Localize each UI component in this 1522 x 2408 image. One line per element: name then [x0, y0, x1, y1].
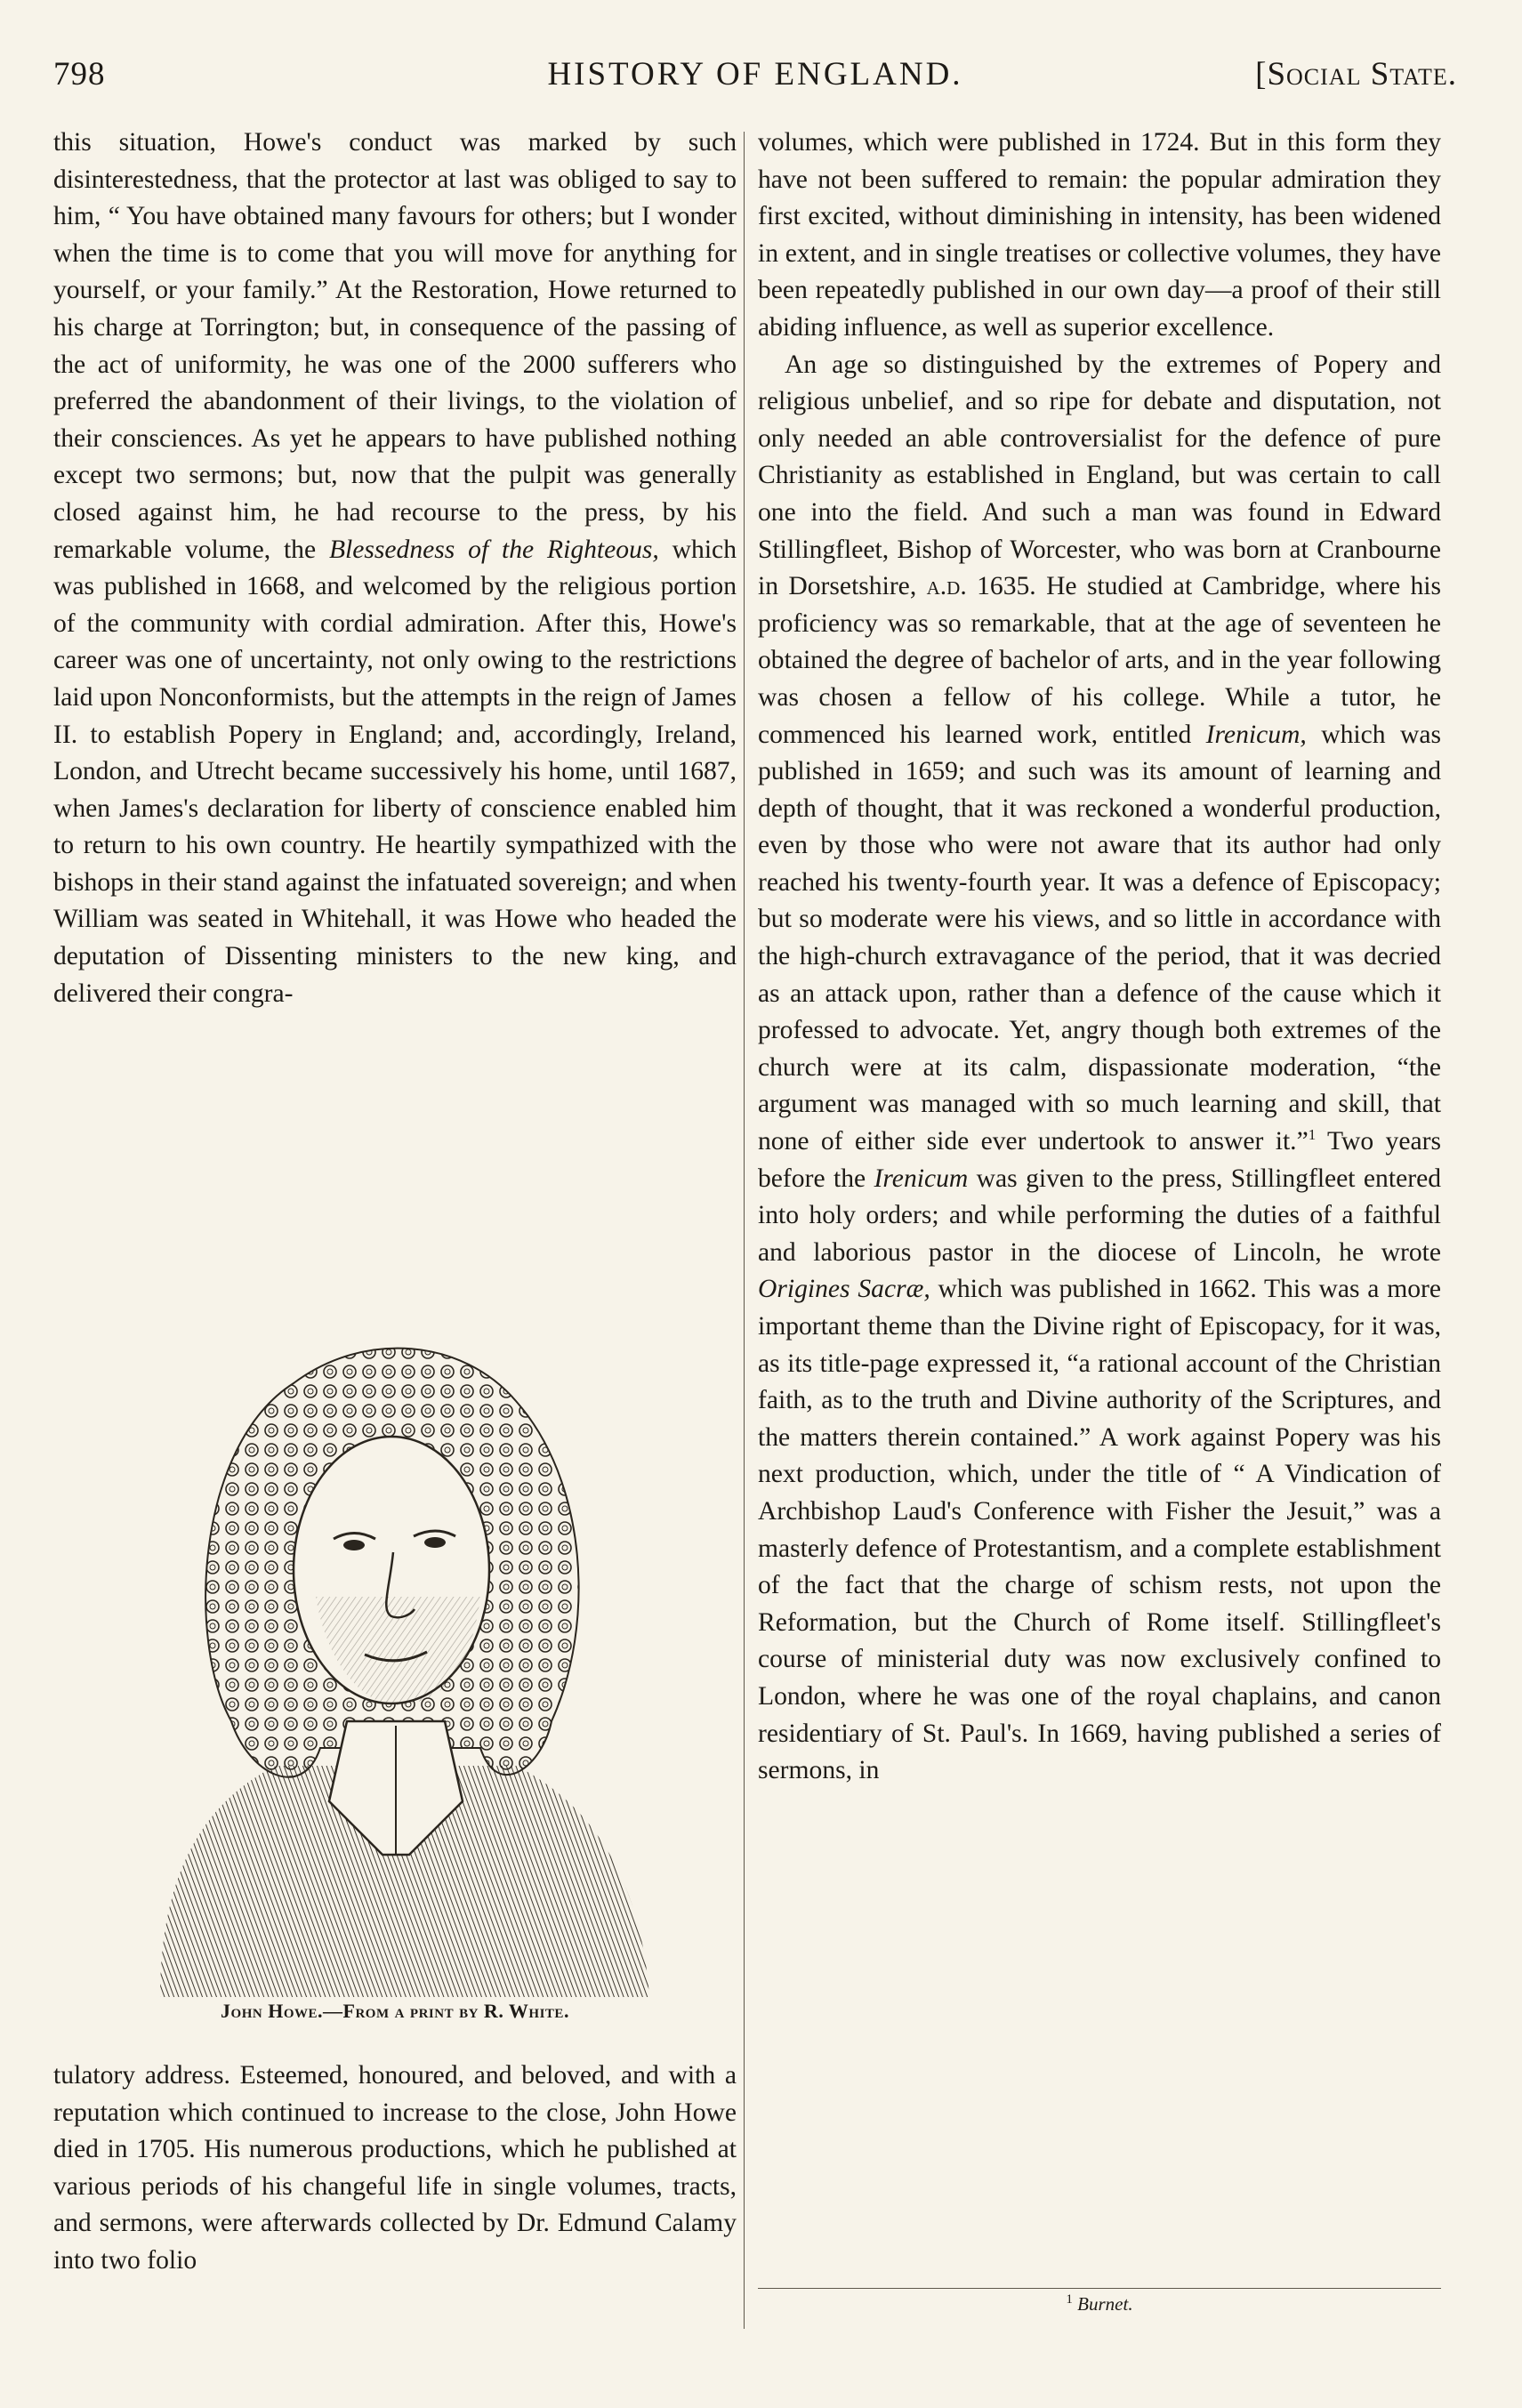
portrait-engraving — [125, 1303, 667, 1997]
text-run: 1635. He studied at Cambridge, where his proficiency was so remarkable, that at the age of seventeen he obtained the degree of bachelor of arts, and in the year following was chosen a fellow of his college. While a tutor, he commenced his learned work, entitled — [758, 572, 1442, 749]
book-title-italic: Irenicum, — [1205, 720, 1307, 749]
text-run: An age so distinguished by the extremes of Popery and religious unbelief, and so ripe for debate and disputation, not only needed an able controversialist for the defence of pure Christianity as established in England, but was certain to call one into the field. And such a man was found in Edward Stillingfleet, Bishop of Worcester, who was born at Cranbourne in Dorsetshire, — [758, 350, 1441, 601]
footnote — [758, 2293, 1441, 2315]
column-divider — [744, 132, 745, 2329]
paragraph: tulatory address. Esteemed, honoured, and beloved, and with a reputation which continued to increase to the close, John Howe died in 1705. His numerous productions, which he published at various periods of his changeful life in single volumes, tracts, and sermons, were afterwards collected by Dr. Edmund Calamy into two folio — [53, 2061, 737, 2275]
era-abbreviation: a.d. — [926, 572, 967, 601]
text-run: which was published in 1668, and welcomed by the religious portion of the community with cordial admiration. After this, Howe's career was one of uncertainty, not only owing to the restrictions laid upon Nonconformists, but the attempts in the reign of James II. to establish Popery in England; and, accordingly, Ireland, London, and Utrecht became successively his home, until 1687, when James's declaration for liberty of conscience enabled him to return to his own country. He heartily sympathized with the bishops in their stand against the infatuated sovereign; and when William was seated in Whitehall, it was Howe who headed the deputation of Dissenting ministers to the new king, and delivered their congra- — [53, 535, 737, 1008]
paragraph — [758, 347, 1441, 1790]
section-title: [Social State. — [1255, 56, 1457, 93]
book-title-italic: Irenicum — [874, 1164, 969, 1193]
book-title: HISTORY OF ENGLAND. — [547, 56, 963, 93]
footnote-text: Burnet. — [1077, 2293, 1133, 2315]
text-run: which was published in 1662. This was a more important theme than the Divine right of Episcopacy, for it was, as its title-page expressed it, “a rational account of the Christian faith, as to the truth and Divine authority of the Scriptures, and the matters therein contained.” A work against Popery was his next production, which, under the title of “ A Vindication of Archbishop Laud's Conference with Fisher the Jesuit,” was a masterly defence of Protestantism, and a complete establishment of the fact that the charge of schism rests, not upon the Reformation, but the Church of Rome itself. Stillingfleet's course of ministerial duty was now exclusively confined to London, where he was one of the royal chaplains, and canon residentiary of St. Paul's. In 1669, having published a series of sermons, in — [758, 1275, 1441, 1785]
footnote-mark: 1 — [1066, 2292, 1073, 2307]
book-title-italic: Blessedness of the Righteous, — [328, 535, 659, 564]
paragraph — [53, 125, 737, 1012]
text-run: Two years before the — [758, 1127, 1441, 1193]
book-title-italic: Origines Sacræ, — [758, 1275, 930, 1304]
paragraph: volumes, which were published in 1724. But in this form they have not been suffered to remain: the popular admiration they first excited, without diminishing in intensity, has been widened in extent, and in single treatises or collective volumes, they have been repeatedly published in our own day—a proof of their still abiding influence, as well as superior excellence. — [758, 128, 1441, 342]
text-run: was given to the press, Stillingfleet entered into holy orders; and while performing the duties of a faithful and laborious pastor in the diocese of Lincoln, he wrote — [758, 1164, 1442, 1267]
footnote-reference: 1 — [1308, 1126, 1317, 1144]
left-column — [53, 125, 737, 1012]
text-run: this situation, Howe's conduct was marked by such disinterestedness, that the protector at last was obliged to say to him, “ You have obtained many favours for others; but I wonder when the time is to come that you will move for anything for yourself, or your family.” At the Restoration, Howe returned to his charge at Torrington; but, in consequence of the passing of the act of uniformity, he was one of the 2000 sufferers who preferred the abandonment of their livings, to the violation of their consciences. As yet he appears to have published nothing except two sermons; but, now that the pulpit was generally closed against him, he had recourse to the press, by his remarkable volume, the — [53, 128, 737, 564]
text-run: which was published in 1659; and such was its amount of learning and depth of thought, that it was reckoned a wonderful production, even by those who were not aware that its author had only reached his twenty-fourth year. It was a defence of Episcopacy; but so moderate were his views, and so little in accordance with the high-church extravagance of the period, that it was decried as an attack upon, rather than a defence of the cause which it professed to advocate. Yet, angry though both extremes of the church were at its calm, dispassionate moderation, “the argument was managed with so much learning and skill, that none of either side ever undertook to answer it.” — [758, 720, 1441, 1156]
figure-caption: John Howe.—From a print by R. White. — [221, 2000, 569, 2022]
footnote-rule — [758, 2288, 1441, 2289]
right-column — [758, 125, 1441, 1790]
page-number: 798 — [53, 56, 106, 93]
left-column-continued — [53, 2058, 737, 2280]
running-head — [53, 55, 1457, 105]
